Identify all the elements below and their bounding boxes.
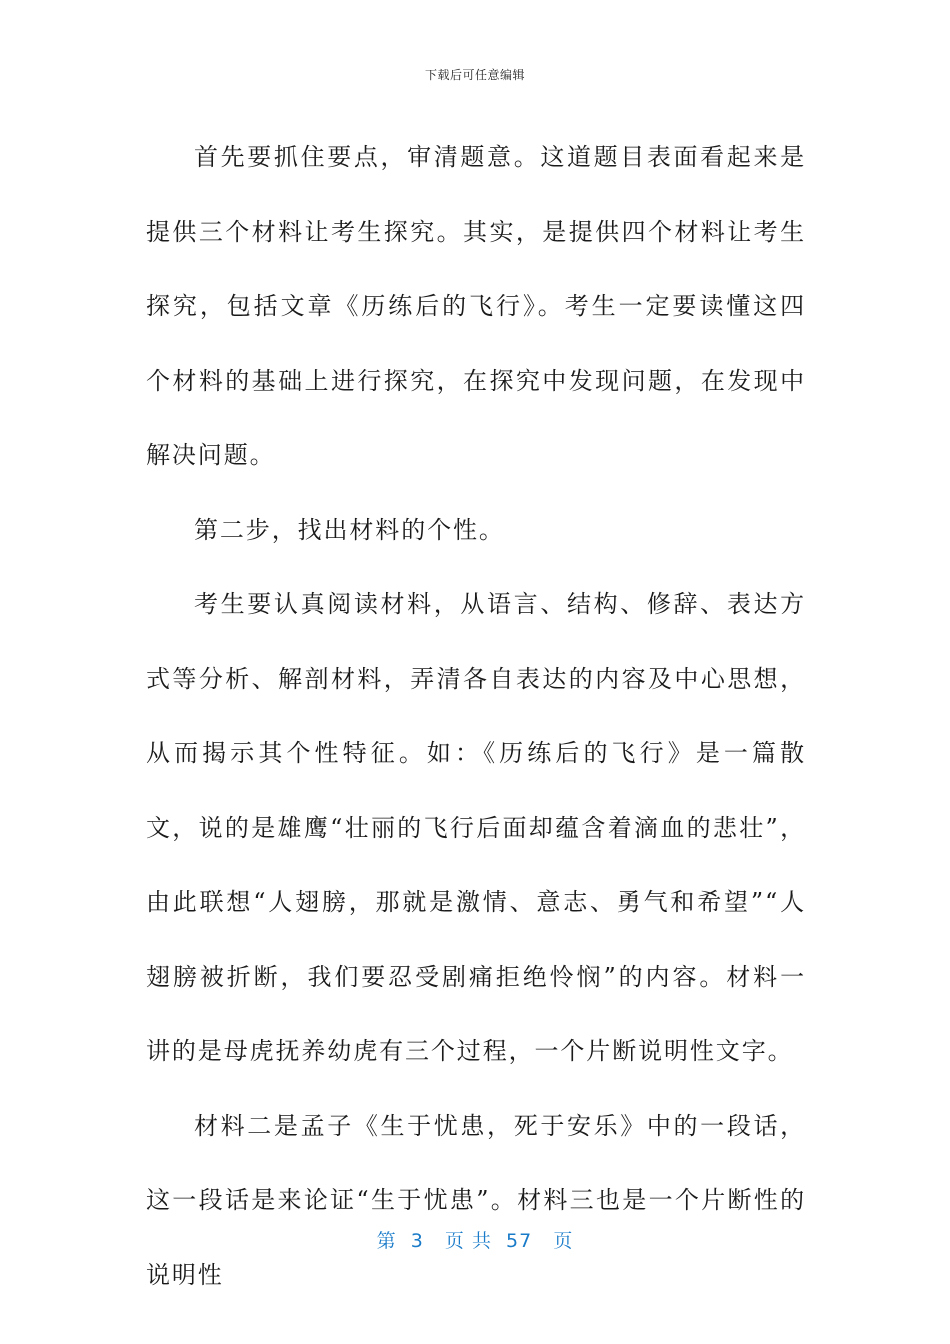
paragraph: 首先要抓住要点，审清题意。这道题目表面看起来是提供三个材料让考生探究。其实，是提供四个材料让考生探究，包括文章《历练后的飞行》。考生一定要读懂这四个材料的基础上进行探究，在探究中发现问题，在发现中解决问题。 <box>146 143 806 469</box>
header-note: 下载后可任意编辑 <box>424 68 525 82</box>
page-number-footer: 第 3 页 共 57 页 <box>376 1230 574 1252</box>
paragraph: 第二步，找出材料的个性。 <box>194 515 505 544</box>
paragraph: 考生要认真阅读材料，从语言、结构、修辞、表达方式等分析、解剖材料，弄清各自表达的内容及中心思想，从而揭示其个性特征。如：《历练后的飞行》是一篇散文，说的是雄鹰“壮丽的飞行后面却蕴含着滴血的悲壮”，由此联想“人翅膀，那就是激情、意志、勇气和希望”“人翅膀被折断，我们要忍受剧痛拒绝怜悯”的内容。材料一讲的是母虎抚养幼虎有三个过程，一个片断说明性文字。 <box>146 590 806 1065</box>
document-body <box>146 120 806 1312</box>
paragraph: 材料二是孟子《生于忧患，死于安乐》中的一段话，这一段话是来论证“生于忧患”。材料三也是一个片断性的说明性 <box>146 1111 806 1289</box>
